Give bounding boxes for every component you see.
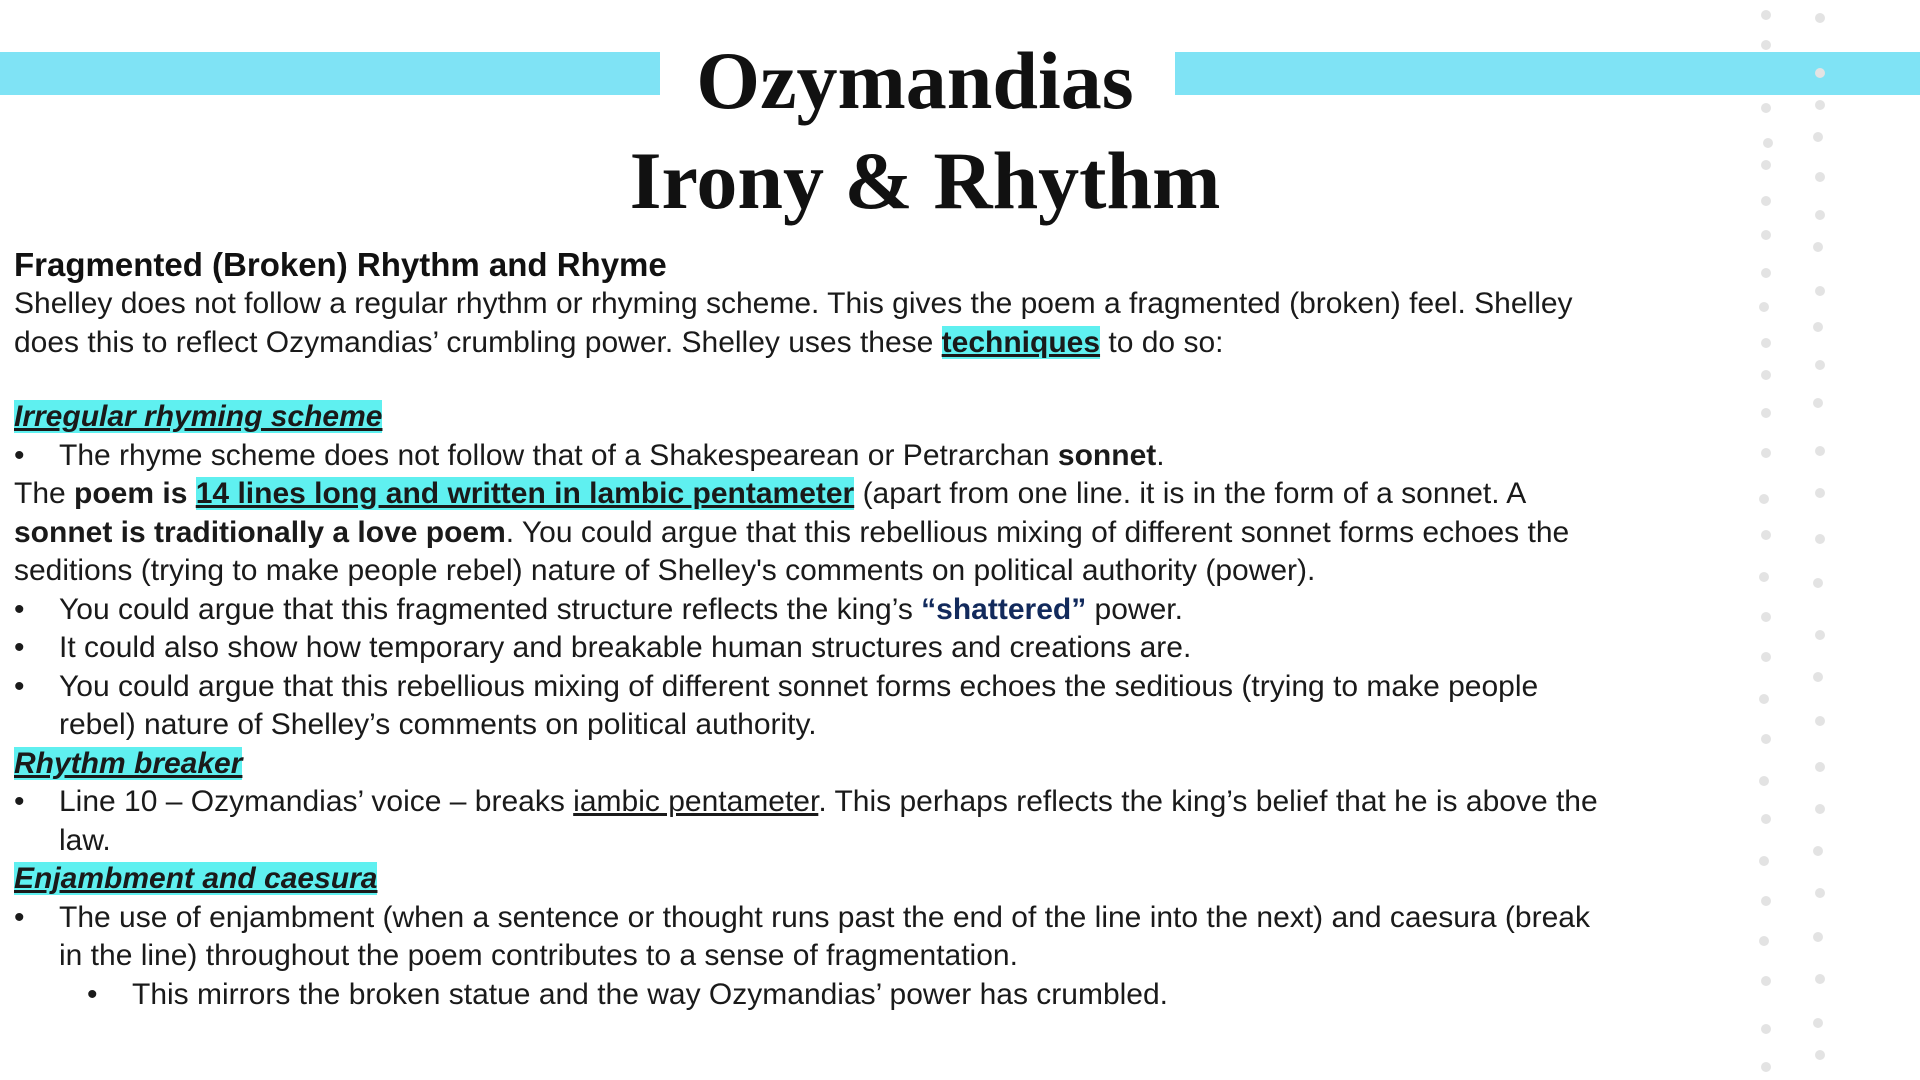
bullet-text-end: power. <box>1086 592 1183 626</box>
dot <box>1813 672 1823 682</box>
dot <box>1759 302 1769 312</box>
dot <box>1761 976 1771 986</box>
dot <box>1761 230 1771 240</box>
page-subtitle: Irony & Rhythm <box>629 135 1221 226</box>
dot <box>1761 530 1771 540</box>
list-item <box>14 783 1614 860</box>
dot <box>1815 360 1825 370</box>
page-title: Ozymandias <box>696 35 1134 126</box>
dot <box>1761 196 1771 206</box>
dot <box>1813 1018 1823 1028</box>
dot <box>1759 856 1769 866</box>
dot <box>1815 762 1825 772</box>
dot <box>1761 103 1771 113</box>
intro-paragraph <box>14 285 1614 362</box>
dot <box>1813 242 1823 252</box>
dot <box>1761 896 1771 906</box>
dot <box>1813 846 1823 856</box>
dot <box>1761 1024 1771 1034</box>
dot <box>1813 932 1823 942</box>
dot <box>1815 172 1825 182</box>
dot <box>1813 398 1823 408</box>
dot <box>1815 888 1825 898</box>
poem-is-text: poem is <box>74 477 188 510</box>
dot <box>1815 1050 1825 1060</box>
dot <box>1761 40 1771 50</box>
bullet-text-end: . This perhaps reflects the king’s belief that he is above the law. <box>59 785 1598 857</box>
sonnet-paragraph <box>14 475 1614 591</box>
dot <box>1761 160 1771 170</box>
dot <box>1761 268 1771 278</box>
intro-text-end: to do so: <box>1100 325 1224 359</box>
irregular-heading-line <box>14 398 1614 437</box>
dot <box>1815 488 1825 498</box>
dot <box>1761 408 1771 418</box>
dot <box>1813 132 1823 142</box>
list-item <box>14 591 1614 630</box>
dot <box>1815 68 1825 78</box>
intro-text: Shelley does not follow a regular rhythm or rhyming scheme. This gives the poem a fragmented (broken) feel. Shelley does this to reflect Ozymandias’ crumbling power. Shelley uses these <box>14 287 1573 359</box>
dot <box>1759 694 1769 704</box>
bullet-text: The rhyme scheme does not follow that of a Shakespearean or Petrarchan <box>59 438 1058 472</box>
dot <box>1761 734 1771 744</box>
dot <box>1761 612 1771 622</box>
bullet-text: Line 10 – Ozymandias’ voice – breaks <box>59 785 574 818</box>
dot <box>1815 13 1825 23</box>
dot <box>1761 448 1771 458</box>
dot <box>1815 630 1825 640</box>
section-heading: Fragmented (Broken) Rhythm and Rhyme <box>14 246 667 283</box>
rhythm-heading-line <box>14 745 1614 784</box>
para-space <box>187 477 195 510</box>
dot <box>1761 338 1771 348</box>
dot <box>1763 138 1773 148</box>
dot <box>1815 716 1825 726</box>
love-poem-text: sonnet is traditionally a love poem <box>14 515 506 549</box>
list-item: • It could also show how temporary and breakable human structures and creations are. <box>14 629 1614 668</box>
para-text: The <box>14 477 75 510</box>
fourteen-lines-highlight: 14 lines long and written in lambic pentameter <box>195 477 855 510</box>
sonnet-keyword: sonnet <box>1057 438 1157 472</box>
enjambment-heading-line <box>14 860 1614 899</box>
decorative-dots <box>1745 0 1835 1080</box>
dot <box>1761 10 1771 20</box>
dot <box>1759 494 1769 504</box>
techniques-keyword: techniques <box>941 325 1101 359</box>
para-text-3: . You could argue that this rebellious mixing of different sonnet forms echoes the seditions (trying to make people rebel) nature of Shelley's comments on political authority (power). <box>14 515 1570 587</box>
bullet-text: You could argue that this fragmented structure reflects the king’s <box>59 592 922 626</box>
bullet-text-end: . <box>1156 438 1165 472</box>
irregular-heading: Irregular rhyming scheme <box>14 400 383 433</box>
dot <box>1759 936 1769 946</box>
dot <box>1761 652 1771 662</box>
dot <box>1761 814 1771 824</box>
dot <box>1813 322 1823 332</box>
enjambment-heading: Enjambment and caesura <box>14 862 378 895</box>
sub-list-item: • This mirrors the broken statue and the way Ozymandias’ power has crumbled. <box>14 976 1614 1015</box>
rhythm-heading: Rhythm breaker <box>14 746 243 780</box>
list-item <box>14 437 1614 476</box>
spacer <box>14 362 1614 398</box>
dot <box>1813 578 1823 588</box>
dot <box>1815 210 1825 220</box>
dot <box>1815 974 1825 984</box>
dot <box>1759 572 1769 582</box>
content <box>14 245 1614 1014</box>
list-item: • You could argue that this rebellious mixing of different sonnet forms echoes the seditious (trying to make people rebel) nature of Shelley’s comments on political authority. <box>14 668 1614 745</box>
dot <box>1815 286 1825 296</box>
list-item: • The use of enjambment (when a sentence or thought runs past the end of the line into the next) and caesura (break in the line) throughout the poem contributes to a sense of fragmentation. <box>14 899 1614 976</box>
dot <box>1761 370 1771 380</box>
dot <box>1815 804 1825 814</box>
para-text-2: (apart from one line. it is in the form of a sonnet. A <box>854 477 1525 510</box>
iambic-pentameter-term: iambic pentameter <box>573 785 819 818</box>
dot <box>1759 776 1769 786</box>
dot <box>1815 100 1825 110</box>
dot <box>1815 534 1825 544</box>
shattered-keyword: “shattered” <box>921 592 1087 626</box>
dot <box>1815 446 1825 456</box>
dot <box>1761 1062 1771 1072</box>
